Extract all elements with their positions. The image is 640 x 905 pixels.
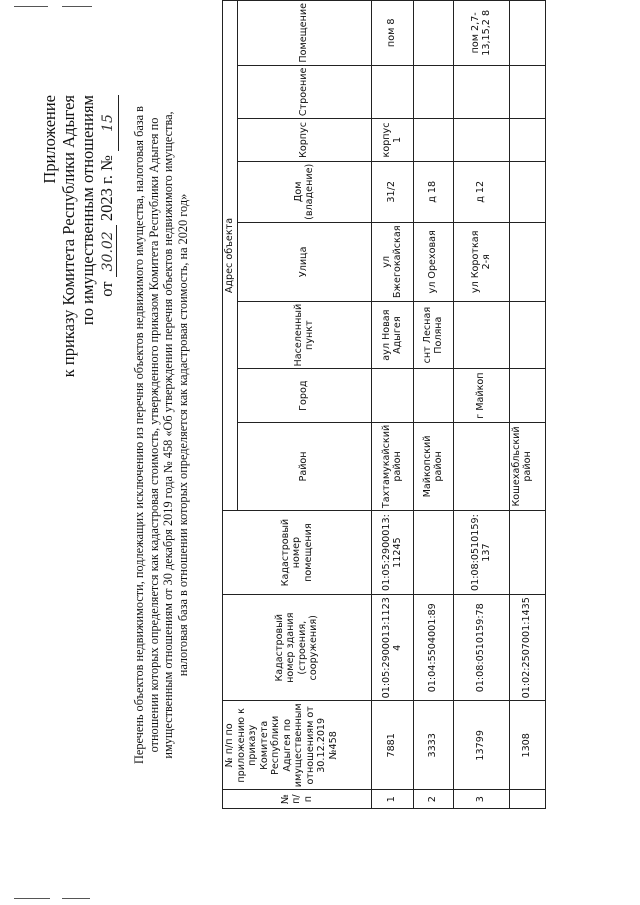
header-house: Дом (владение) [237, 161, 371, 222]
cell-district [453, 422, 509, 510]
header-address: Адрес объекта [223, 1, 238, 511]
cell-street: ул Ореховая [413, 222, 453, 301]
handwritten-date: 30.02 [100, 225, 117, 277]
cell-num: 3 [453, 790, 509, 809]
cell-stroenie [413, 65, 453, 119]
cell-premises: 01:08:0510159: 137 [453, 511, 509, 595]
header-premises: Кадастровый номер помещения [223, 511, 372, 595]
header-appendix-num: № п/п по приложению к приказу Комитета Республики Адыгея по имущественным отношениям от 30.12.2019 №458 [223, 701, 372, 790]
header-settlement: Населенный пункт [237, 301, 371, 369]
header-num: № п/п [223, 790, 372, 809]
cell-pomeshchenie: пом 2,7-13,15,2 8 [453, 1, 509, 66]
cell-street: ул Короткая 2-я [453, 222, 509, 301]
cell-stroenie [509, 65, 545, 119]
header-district: Район [237, 422, 371, 510]
cell-house: д 12 [453, 161, 509, 222]
cell-appendix-num: 7881 [371, 701, 413, 790]
appendix-order: к приказу Комитета Республики Адыгея [59, 95, 78, 378]
appendix-title: Приложение [40, 95, 59, 184]
cell-pomeshchenie [509, 1, 545, 66]
table-row [371, 1, 413, 809]
objects-table [222, 0, 546, 809]
cell-appendix-num: 13799 [453, 701, 509, 790]
header-stroenie: Строение [237, 65, 371, 119]
cell-korpus [413, 119, 453, 162]
appendix-dept: по имущественным отношениям [78, 95, 97, 326]
cell-house: д 18 [413, 161, 453, 222]
cell-settlement [509, 301, 545, 369]
cell-settlement [453, 301, 509, 369]
cell-num [509, 790, 545, 809]
cell-pomeshchenie: пом 8 [371, 1, 413, 66]
cell-appendix-num: 3333 [413, 701, 453, 790]
cell-city [413, 369, 453, 422]
cell-building: 01:04:5504001:89 [413, 595, 453, 701]
cell-korpus [509, 119, 545, 162]
cell-appendix-num: 1308 [509, 701, 545, 790]
cell-district: Кошехабльский район [509, 422, 545, 510]
header-street: Улица [237, 222, 371, 301]
cell-korpus [453, 119, 509, 162]
header-building: Кадастровый номер здания (строения, сооружения) [223, 595, 372, 701]
cell-premises [413, 511, 453, 595]
date-suffix: 2023 г. № [97, 155, 116, 222]
header-pomeshchenie: Помещение [237, 1, 371, 66]
document-intro: Перечень объектов недвижимости, подлежащих исключению из перечня объектов недвижимого имущества, налоговая база в отношении которых определяется как кадастровая стоимость, утвержденного приказом Комитета Республики Адыгея по имущественным отношениям от 30 декабря 2019 года № 458 «Об утверждении перечня объектов недвижимого имущества, налоговая база в отношении которых определяется как кадастровая стоимость, на 2020 год» [132, 106, 190, 764]
cell-house: 31/2 [371, 161, 413, 222]
table-row [509, 1, 545, 809]
cell-city: г Майкоп [453, 369, 509, 422]
cell-street [509, 222, 545, 301]
cell-street: ул Бжегокайская [371, 222, 413, 301]
cell-city [371, 369, 413, 422]
date-prefix: от [97, 281, 116, 297]
cell-building: 01:02:2507001:1435 [509, 595, 545, 701]
appendix-header [40, 95, 119, 377]
table-row [453, 1, 509, 809]
cell-settlement: аул Новая Адыгея [371, 301, 413, 369]
cell-district: Тахтамукайский район [371, 422, 413, 510]
table-row [413, 1, 453, 809]
handwritten-number: 15 [99, 95, 119, 151]
cell-house [509, 161, 545, 222]
cell-korpus: корпус 1 [371, 119, 413, 162]
cell-building: 01:05:2900013:1123 4 [371, 595, 413, 701]
appendix-date-line [97, 95, 119, 377]
header-korpus: Корпус [237, 119, 371, 162]
cell-district: Майкопский район [413, 422, 453, 510]
cell-city [509, 369, 545, 422]
cell-stroenie [371, 65, 413, 119]
cell-num: 1 [371, 790, 413, 809]
cell-pomeshchenie [413, 1, 453, 66]
cell-building: 01:08:0510159:78 [453, 595, 509, 701]
cell-settlement: снт Лесная Поляна [413, 301, 453, 369]
cell-premises [509, 511, 545, 595]
cell-premises: 01:05:2900013: 11245 [371, 511, 413, 595]
header-city: Город [237, 369, 371, 422]
cell-num: 2 [413, 790, 453, 809]
cell-stroenie [453, 65, 509, 119]
